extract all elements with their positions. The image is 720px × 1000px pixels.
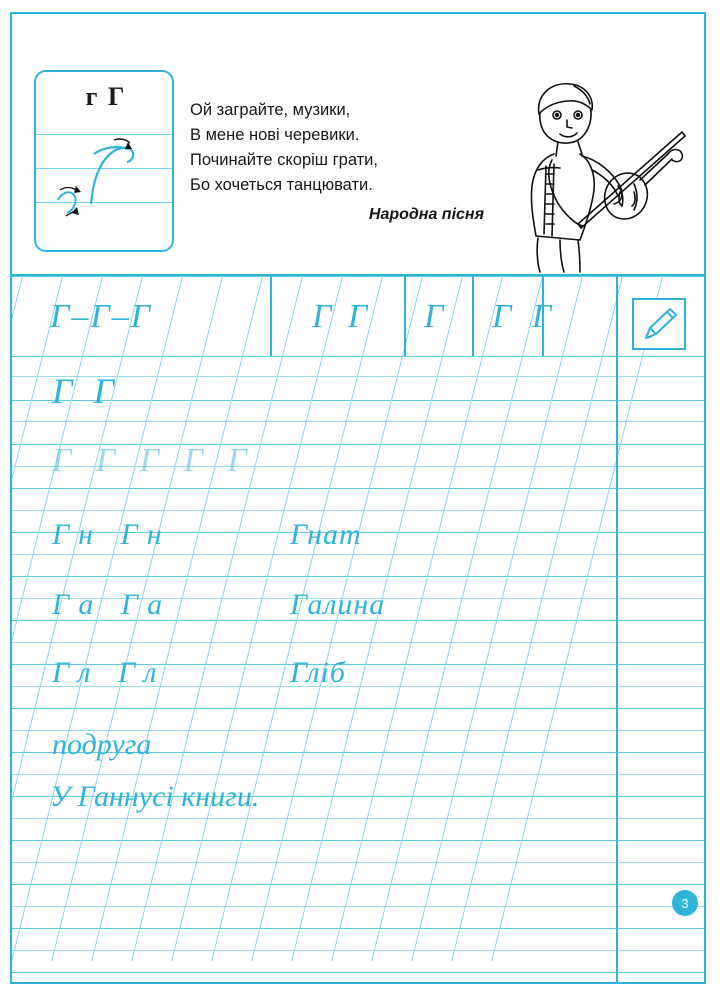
- stroke-practice-left: Г–Г–Г: [50, 298, 153, 335]
- word-right-3: Гліб: [290, 656, 346, 689]
- poem-line: В мене нові черевики.: [190, 126, 360, 144]
- solid-letters-row: Г Г: [52, 371, 120, 411]
- column-separator: [270, 276, 272, 356]
- stroke-practice-right-2: Г: [424, 298, 444, 335]
- cursive-capital-g-stroke-guide: [36, 118, 174, 252]
- pencil-icon: [632, 298, 686, 350]
- poem-line: Бо хочеться танцювати.: [190, 176, 373, 194]
- poem-line: Ой заграйте, музики,: [190, 101, 351, 119]
- practice-sentence: У Ганнусі книги.: [50, 780, 260, 813]
- stroke-practice-right-3: Г Г: [492, 298, 558, 335]
- practice-word: подруга: [52, 728, 152, 761]
- stroke-practice-right-1: Г Г: [312, 298, 372, 335]
- syllable-left-3: Гл Гл: [52, 656, 167, 689]
- boy-playing-violin-illustration: [482, 74, 692, 274]
- word-right-1: Гнат: [290, 518, 362, 551]
- traced-letters-row: Г Г Г Г Г: [52, 442, 255, 479]
- letter-model-box: [34, 70, 174, 252]
- syllable-left-2: Га Га: [52, 588, 173, 621]
- writing-sheet: [12, 276, 704, 982]
- poem-line: Починайте скоріш грати,: [190, 151, 378, 169]
- margin-line: [616, 276, 618, 982]
- column-separator: [404, 276, 406, 356]
- column-separator: [472, 276, 474, 356]
- poem-text: [190, 98, 490, 227]
- syllable-left-1: Гн Гн: [52, 518, 172, 551]
- header-section: [12, 14, 704, 276]
- word-right-2: Галина: [290, 588, 386, 621]
- page-number: 3: [672, 890, 698, 916]
- poem-author: Народна пісня: [368, 206, 484, 223]
- letter-pair-label: г Г: [85, 82, 127, 111]
